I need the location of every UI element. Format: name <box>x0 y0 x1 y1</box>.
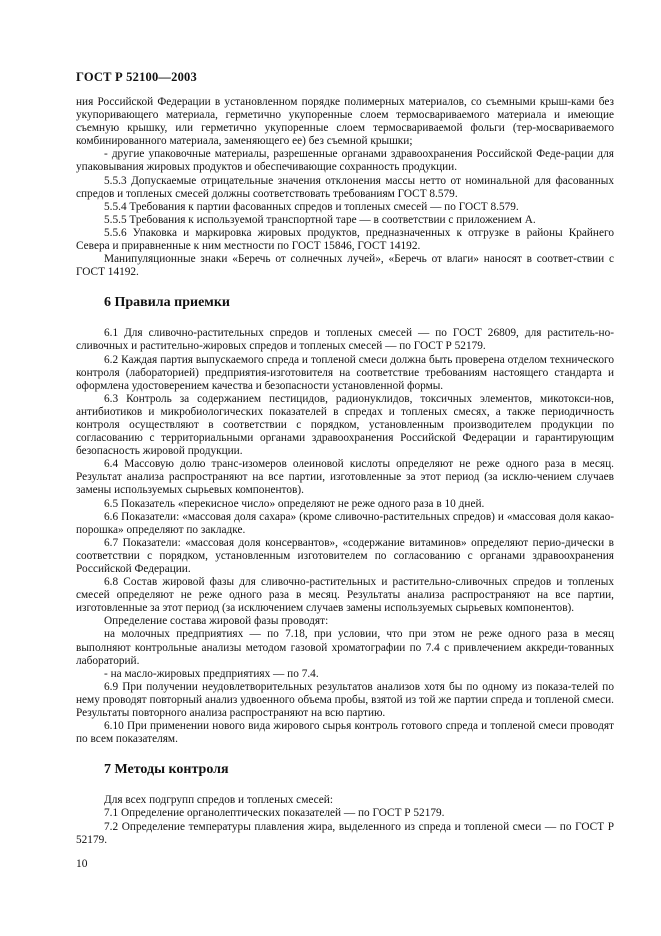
section-heading: 7 Методы контроля <box>104 762 229 778</box>
paragraph: Определение состава жировой фазы проводят: <box>104 615 329 628</box>
paragraph: 6.7 Показатели: «массовая доля консервантов», «содержание витаминов» определяют перио-дически в соответствии с порядком, установленным изготовителем по согласованию с органами здравоохранения Российской Федерации. <box>76 536 614 575</box>
paragraph: 6.8 Состав жировой фазы для сливочно-растительных и растительно-сливочных спредов и топленых смесей определяют не реже одного раза в месяц. Результаты анализа распространяют на все партии, изготовленные за этот период (за исключением случаев замены используемых сырьевых компонентов). <box>76 576 614 615</box>
paragraph: 5.5.3 Допускаемые отрицательные значения отклонения массы нетто от номинальной для фасованных спредов и топленых смесей должны соответствовать требованиям ГОСТ 8.579. <box>76 174 614 200</box>
paragraph: 5.5.5 Требования к используемой транспортной таре — в соответствии с приложением А. <box>104 213 536 226</box>
paragraph: 6.10 При применении нового вида жирового сырья контроль готового спреда и топленой смеси проводят по всем показателям. <box>76 720 614 746</box>
paragraph: ния Российской Федерации в установленном порядке полимерных материалов, со съемными крыш-ками без укупоривающего материала, герметично укупоренные слоем термосвариваемого материала и имеющие съемную крышку, или герметично укупоренные слоем термосвариваемой фольги (тер-мосвариваемого комбинированного материала, заменяющего ее) без съемной крышки; <box>76 96 614 148</box>
document-header-code: ГОСТ Р 52100—2003 <box>76 70 197 84</box>
paragraph: 6.2 Каждая партия выпускаемого спреда и топленой смеси должна быть проверена отделом технического контроля (лабораторией) предприятия-изготовителя на соответствие требованиям настоящего стандарта и оформлена удостоверением качества и безопасности установленной формы. <box>76 353 614 392</box>
paragraph: 6.6 Показатели: «массовая доля сахара» (кроме сливочно-растительных спредов) и «массовая доля какао-порошка» определяют по закладке. <box>76 510 614 536</box>
paragraph: Для всех подгрупп спредов и топленых смесей: <box>104 794 333 807</box>
paragraph: 5.5.4 Требования к партии фасованных спредов и топленых смесей — по ГОСТ 8.579. <box>104 200 519 213</box>
paragraph: на молочных предприятиях — по 7.18, при условии, что при этом не реже одного раза в месяц выполняют контрольные анализы методом газовой хроматографии по 7.4 с привлечением аккреди-тованных лабораторий. <box>76 628 614 667</box>
page-number: 10 <box>76 858 88 870</box>
paragraph: 6.5 Показатель «перекисное число» определяют не реже одного раза в 10 дней. <box>104 497 485 510</box>
paragraph: 6.1 Для сливочно-растительных спредов и топленых смесей — по ГОСТ 26809, для раститель-но-сливочных и растительно-жировых спредов и топленых смесей — по ГОСТ Р 52179. <box>76 327 614 353</box>
document-body <box>76 96 614 847</box>
paragraph: 5.5.6 Упаковка и маркировка жировых продуктов, предназначенных к отгрузке в районы Крайнего Севера и приравненные к ним местности по ГОСТ 15846, ГОСТ 14192. <box>76 226 614 253</box>
paragraph: 6.9 При получении неудовлетворительных результатов анализов хотя бы по одному из показа-телей по нему проводят повторный анализ удвоенного объема пробы, взятой из той же партии спреда и топленой смеси. Результаты повторного анализа распространяют на всю партию. <box>76 680 614 720</box>
paragraph: 6.3 Контроль за содержанием пестицидов, радионуклидов, токсичных элементов, микотокси-нов, антибиотиков и микробиологических показателей в спредах и топленых смесях, а также периодичность контроля осуществляют в соответствии с порядком, установленным производителем продукции по согласованию с территориальными органами здравоохранения Российской Федерации и гарантирующим безопасность жировой продукции. <box>76 392 614 458</box>
paragraph: 7.1 Определение органолептических показателей — по ГОСТ Р 52179. <box>104 807 445 820</box>
paragraph: Манипуляционные знаки «Беречь от солнечных лучей», «Беречь от влаги» наносят в соответ-ствии с ГОСТ 14192. <box>76 253 614 279</box>
paragraph: - другие упаковочные материалы, разрешенные органами здравоохранения Российской Феде-рации для упаковывания жировых продуктов и обеспечивающие сохранность продукции. <box>76 148 614 174</box>
paragraph: 7.2 Определение температуры плавления жира, выделенного из спреда и топленой смеси — по ГОСТ Р 52179. <box>76 820 614 846</box>
section-heading: 6 Правила приемки <box>104 295 230 311</box>
paragraph: - на масло-жировых предприятиях — по 7.4. <box>104 667 319 680</box>
paragraph: 6.4 Массовую долю транс-изомеров олеиновой кислоты определяют не реже одного раза в месяц. Результат анализа распространяют на все партии, изготовленные за этот период (за исклю-чением случаев замены используемых сырьевых компонентов). <box>76 458 614 497</box>
